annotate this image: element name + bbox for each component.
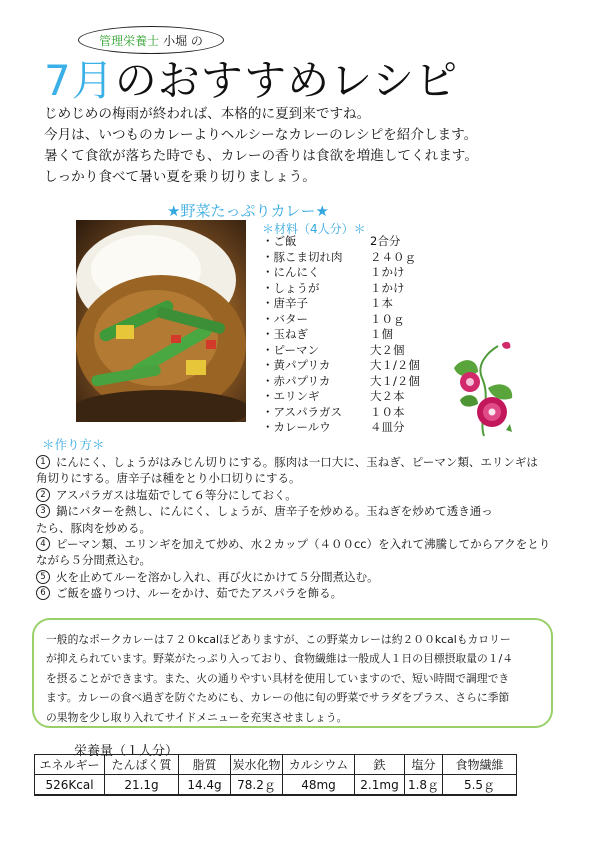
ingredient-row — [262, 281, 450, 297]
ingredient-amount: 大２本 — [370, 389, 405, 403]
ingredient-row — [262, 265, 450, 281]
intro-line: 今月は、いつものカレーよりヘルシーなカレーのレシピを紹介します。 — [44, 127, 478, 143]
step-item — [36, 585, 556, 601]
step-text: 鍋にバターを熱し、にんにく、しょうが、唐辛子を炒める。玉ねぎを炒めて透き通っ — [56, 504, 493, 519]
ingredient-row — [262, 234, 450, 250]
nutrition-value: 1.8ｇ — [405, 775, 443, 796]
ingredient-row — [262, 374, 450, 390]
nutrition-header: 脂質 — [179, 755, 231, 775]
ingredient-name: ・アスパラガス — [262, 404, 343, 419]
intro-line: しっかり食べて暑い夏を乗り切りましょう。 — [44, 169, 316, 185]
step-text: 火を止めてルーを溶かし入れ、再び火にかけて５分間煮込む。 — [56, 569, 379, 584]
ingredient-name: ・バター — [262, 311, 308, 326]
nutrition-value: 21.1g — [105, 775, 179, 796]
nutrition-value: 526Kcal — [35, 775, 105, 796]
page-title — [44, 56, 458, 106]
ingredient-row — [262, 312, 450, 328]
ingredient-name: ・唐辛子 — [262, 296, 308, 310]
nutrition-header: たんぱく質 — [105, 755, 179, 775]
step-item — [36, 487, 556, 503]
nutrition-table — [34, 754, 517, 796]
nutrition-header: 炭水化物 — [231, 755, 283, 775]
ingredient-amount: １かけ — [370, 280, 405, 295]
ingredient-name: ・にんにく — [262, 265, 320, 279]
step-text: ながら５分間煮込む。 — [36, 553, 151, 568]
recipe-title: ★野菜たっぷりカレー★ — [167, 202, 329, 220]
step-text: にんにく、しょうがはみじん切りにする。豚肉は一口大に、玉ねぎ、ピーマン類、エリンギは — [56, 455, 538, 469]
nutrition-value: 48mg — [283, 775, 355, 796]
ingredient-row — [262, 358, 450, 374]
step-text: 角切りにする。唐辛子は種をとり小口切りにする。 — [36, 471, 301, 486]
step-number: 2 — [36, 488, 50, 502]
ingredient-amount: 大１/２個 — [370, 358, 420, 372]
nutrition-value-row — [35, 775, 517, 796]
ingredient-name: ・玉ねぎ — [262, 327, 308, 341]
nutrition-value: 78.2ｇ — [231, 775, 283, 796]
nutrition-header: 鉄 — [355, 755, 405, 775]
title-rest: のおすすめレシピ — [114, 56, 459, 105]
step-item — [36, 503, 556, 536]
nutrition-header: エネルギー — [35, 755, 105, 775]
author-name: 小堀 の — [163, 33, 203, 48]
ingredient-row — [262, 327, 450, 343]
ingredient-amount: １０本 — [370, 404, 405, 419]
note-line: を摂ることができます。また、火の通りやすい具材を使用していますので、短い時間で調理でき — [46, 671, 510, 685]
ingredient-name: ・黄パプリカ — [262, 358, 331, 372]
ingredient-amount: ２４０ｇ — [370, 249, 416, 264]
step-text: ご飯を盛りつけ、ルーをかけ、茹でたアスパラを飾る。 — [56, 586, 343, 601]
ingredient-amount: ４皿分 — [370, 420, 405, 434]
ingredient-row — [262, 250, 450, 266]
ingredient-name: ・ピーマン — [262, 342, 320, 357]
step-number: 5 — [36, 570, 50, 584]
note-line: の果物を少し取り入れてサイドメニューを充実させましょう。 — [46, 710, 348, 724]
note-line: 一般的なポークカレーは７２０kcalほどありますが、この野菜カレーは約２００kcalもカロリー — [46, 633, 511, 646]
ingredient-name: ・赤パプリカ — [262, 373, 331, 388]
nutrition-header-row — [35, 755, 517, 775]
intro-line: 暑くて食欲が落ちた時でも、カレーの香りは食欲を増進してくれます。 — [44, 148, 478, 164]
steps-list — [36, 454, 556, 602]
note-line: が抑えられています。野菜がたっぷり入っており、食物繊維は一般成人１日の目標摂取量の１/４ — [46, 652, 514, 666]
step-text: ピーマン類、エリンギを加えて炒め、水２カップ（４００cc）を入れて沸騰してからアクをとり — [56, 537, 551, 552]
ingredient-row — [262, 296, 450, 312]
nutrition-header: カルシウム — [283, 755, 355, 775]
ingredient-amount: 2合分 — [370, 234, 401, 248]
morning-glory-illustration — [448, 338, 520, 438]
nutrition-value: 5.5ｇ — [443, 775, 517, 796]
nutrition-header: 食物繊維 — [443, 755, 517, 775]
ingredients-list — [262, 234, 450, 436]
author-role: 管理栄養士 — [99, 33, 160, 48]
curry-photo — [76, 220, 246, 422]
step-text: たら、豚肉を炒める。 — [36, 520, 151, 535]
curry-illustration — [76, 220, 246, 422]
steps-header: ＊作り方＊ — [42, 437, 105, 452]
step-number: 3 — [36, 504, 50, 518]
ingredient-row — [262, 389, 450, 405]
note-line: ます。カレーの食べ過ぎを防ぐためにも、カレーの他に旬の野菜でサラダをプラス、さらに季節 — [46, 691, 510, 705]
ingredient-name: ・ご飯 — [262, 234, 297, 248]
step-number: 4 — [36, 537, 50, 551]
intro-line: じめじめの梅雨が終われば、本格的に夏到来ですね。 — [44, 106, 371, 122]
step-text: アスパラガスは塩茹でして６等分にしておく。 — [56, 487, 297, 502]
ingredient-name: ・カレールウ — [262, 420, 331, 434]
ingredient-name: ・エリンギ — [262, 389, 320, 403]
author-bubble — [78, 26, 224, 54]
step-number: 6 — [36, 586, 50, 600]
nutrition-value: 14.4g — [179, 775, 231, 796]
step-item — [36, 569, 556, 585]
ingredient-row — [262, 343, 450, 359]
nutrition-title: 栄養量（１人分） — [74, 744, 179, 759]
ingredient-name: ・豚こま切れ肉 — [262, 249, 343, 264]
step-item — [36, 536, 556, 569]
ingredient-row — [262, 420, 450, 436]
intro-text — [44, 104, 564, 188]
ingredients-header: ＊材料（4人分）＊ — [262, 222, 366, 236]
nutrition-value: 2.1mg — [355, 775, 405, 796]
step-number: 1 — [36, 455, 50, 469]
nutrition-header: 塩分 — [405, 755, 443, 775]
title-month: 7月 — [44, 56, 115, 105]
calorie-note-box — [32, 618, 553, 728]
ingredient-amount: １０ｇ — [370, 311, 405, 326]
step-item — [36, 454, 556, 487]
ingredient-amount: １個 — [370, 327, 393, 341]
ingredient-amount: 大１/２個 — [370, 373, 420, 388]
ingredient-amount: １本 — [370, 296, 393, 310]
ingredient-row — [262, 405, 450, 421]
ingredient-amount: 大２個 — [370, 342, 405, 357]
ingredient-name: ・しょうが — [262, 280, 320, 295]
ingredient-amount: １かけ — [370, 265, 405, 279]
